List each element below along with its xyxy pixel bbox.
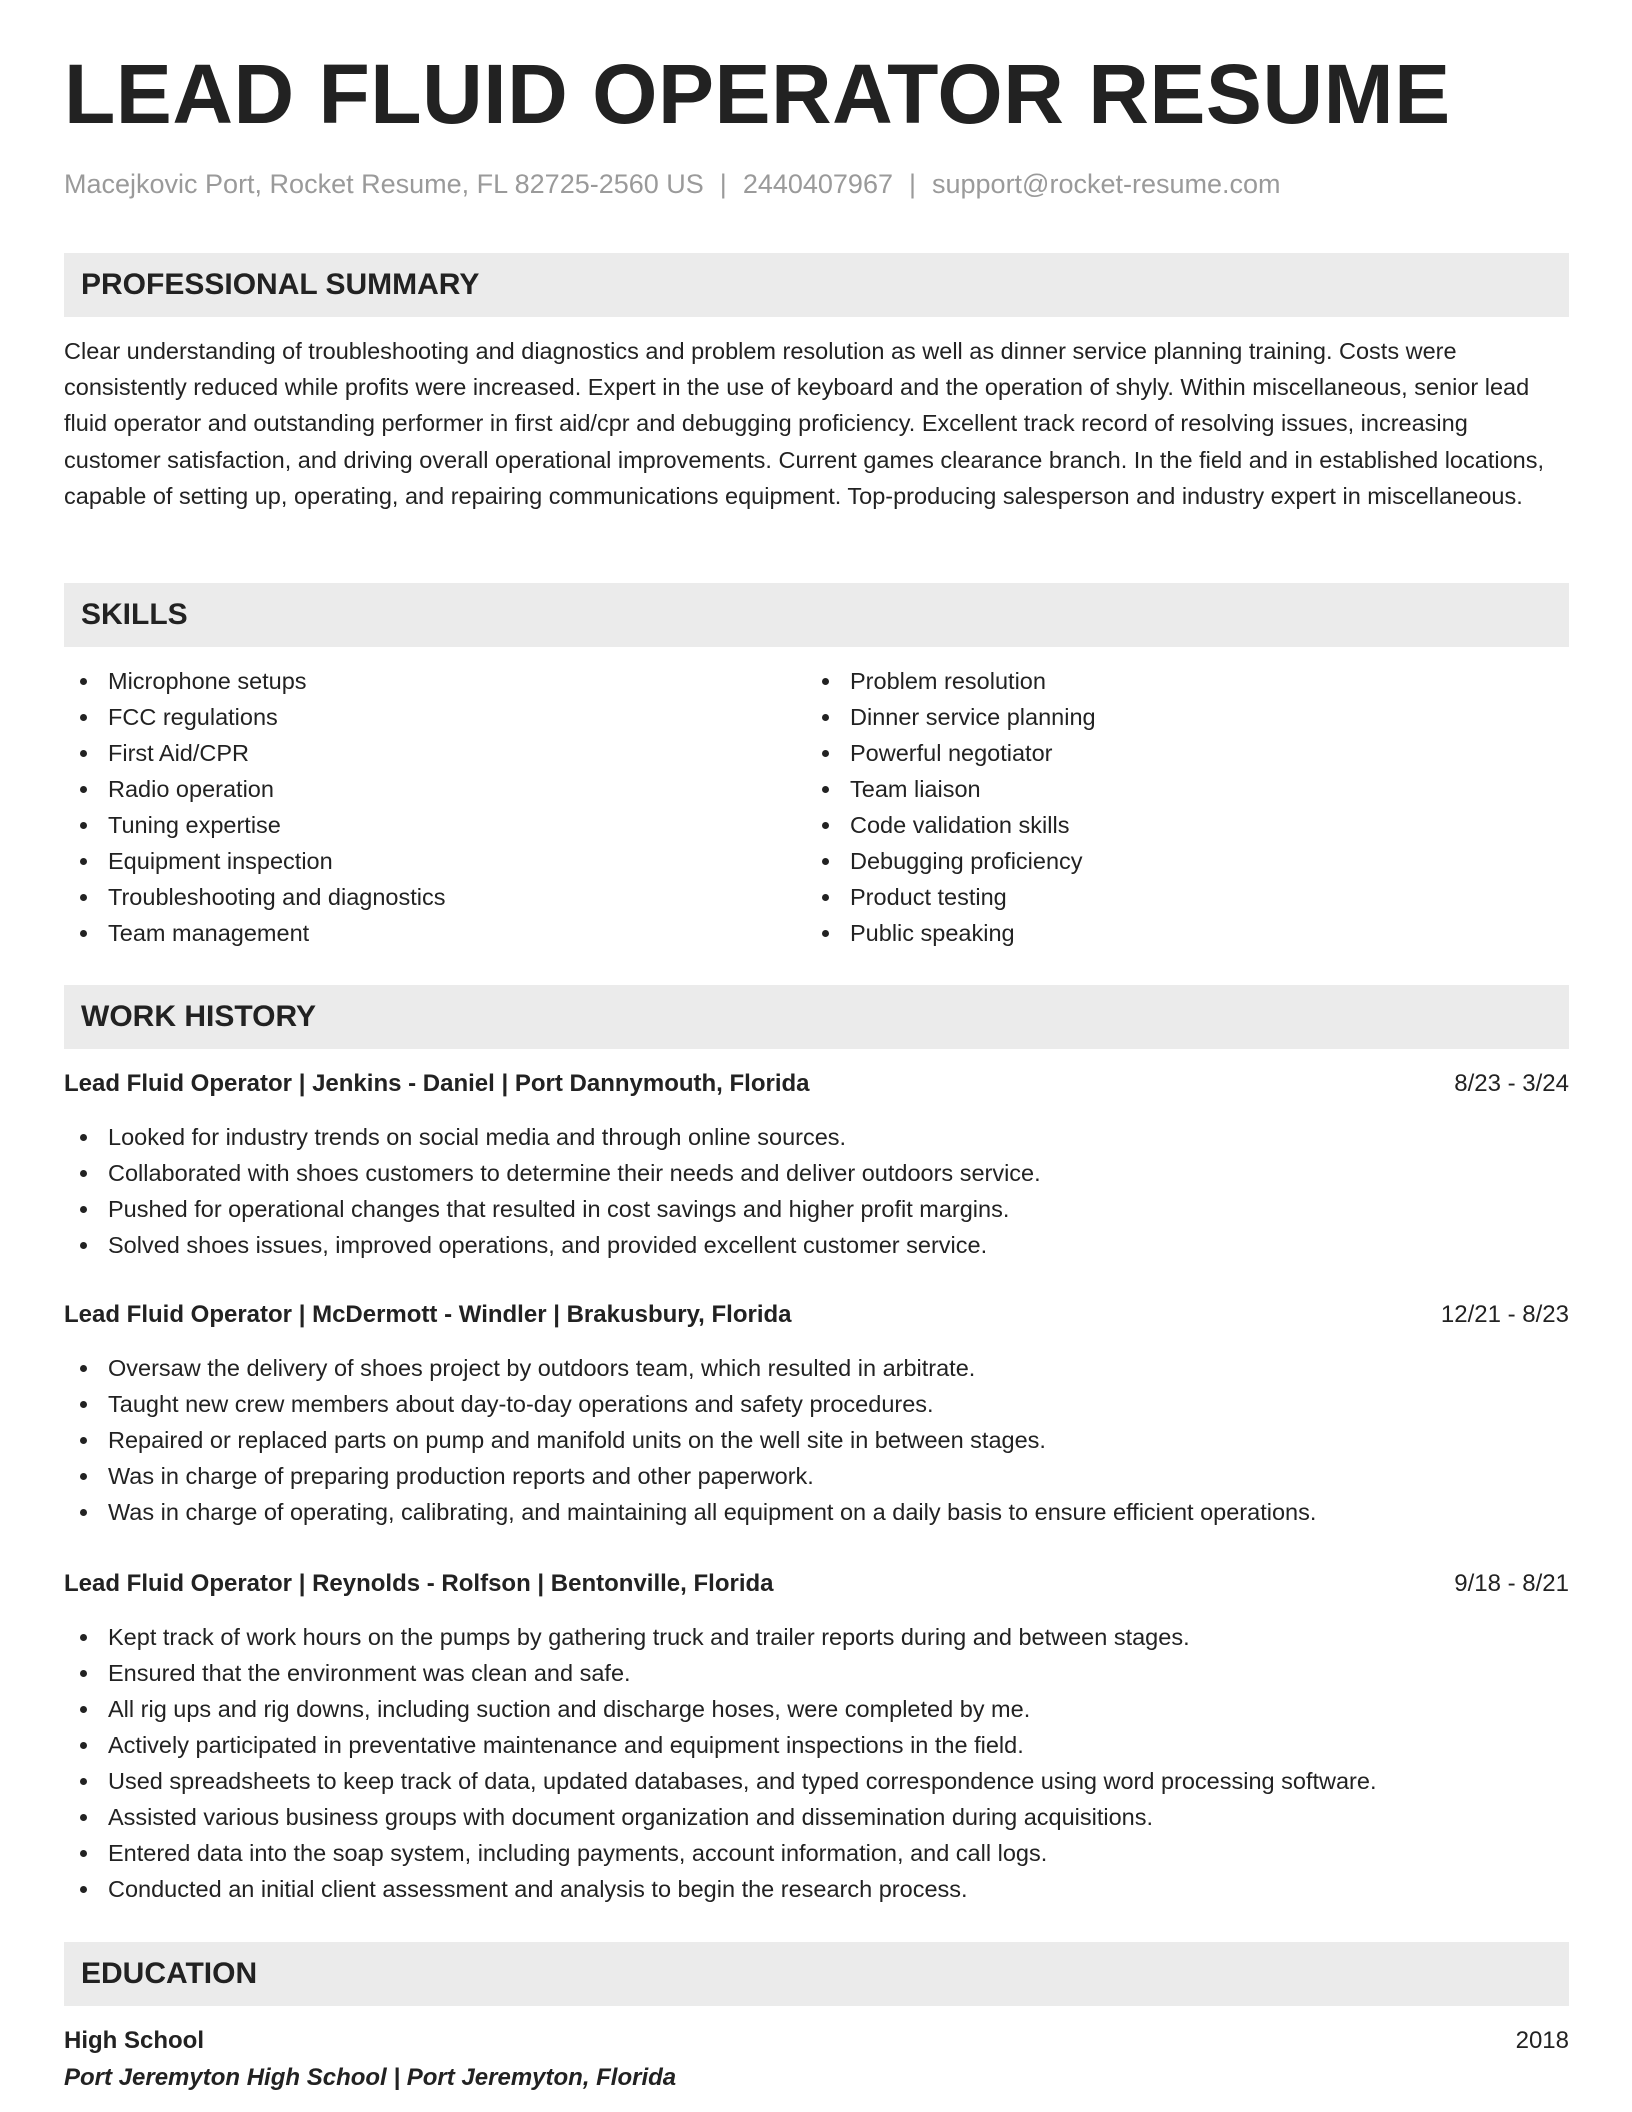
- job-dates: 9/18 - 8/21: [1454, 1570, 1569, 1597]
- job-title: Lead Fluid Operator | Jenkins - Daniel | Port Dannymouth, Florida: [64, 1070, 810, 1097]
- job-bullet: Collaborated with shoes customers to determine their needs and deliver outdoors service.: [64, 1155, 1041, 1191]
- skill-item: Team liaison: [806, 771, 1096, 807]
- skill-item: Problem resolution: [806, 663, 1096, 699]
- job-bullet: Was in charge of operating, calibrating, and maintaining all equipment on a daily basis to ensure efficient operations.: [64, 1494, 1316, 1530]
- skill-item: Troubleshooting and diagnostics: [64, 879, 446, 915]
- job-bullet: Pushed for operational changes that resulted in cost savings and higher profit margins.: [64, 1191, 1041, 1227]
- job-bullet: Was in charge of preparing production reports and other paperwork.: [64, 1458, 1316, 1494]
- skill-item: Powerful negotiator: [806, 735, 1096, 771]
- contact-line: [64, 168, 1281, 200]
- skill-item: Dinner service planning: [806, 699, 1096, 735]
- work-section-header: [64, 985, 1569, 1049]
- job-bullet: Solved shoes issues, improved operations, and provided excellent customer service.: [64, 1227, 1041, 1263]
- skill-item: Public speaking: [806, 915, 1096, 951]
- job-title: Lead Fluid Operator | Reynolds - Rolfson | Bentonville, Florida: [64, 1570, 774, 1597]
- skill-item: Tuning expertise: [64, 807, 446, 843]
- job-bullet: Taught new crew members about day-to-day operations and safety procedures.: [64, 1386, 1316, 1422]
- job-bullet: Entered data into the soap system, including payments, account information, and call logs.: [64, 1835, 1376, 1871]
- job-bullets: [64, 1350, 1316, 1530]
- contact-email: support@rocket-resume.com: [932, 169, 1281, 199]
- job-bullets: [64, 1119, 1041, 1263]
- education-section-header: [64, 1942, 1569, 2006]
- job-header: [64, 1066, 1569, 1102]
- contact-address: Macejkovic Port, Rocket Resume, FL 82725-2560 US: [64, 169, 704, 199]
- job-bullet: All rig ups and rig downs, including suction and discharge hoses, were completed by me.: [64, 1691, 1376, 1727]
- contact-separator: |: [719, 169, 727, 199]
- job-header: [64, 1297, 1569, 1333]
- contact-phone: 2440407967: [742, 169, 893, 199]
- job-bullet: Looked for industry trends on social media and through online sources.: [64, 1119, 1041, 1155]
- job-dates: 8/23 - 3/24: [1454, 1070, 1569, 1097]
- job-bullet: Ensured that the environment was clean and safe.: [64, 1655, 1376, 1691]
- skill-item: Equipment inspection: [64, 843, 446, 879]
- skill-item: First Aid/CPR: [64, 735, 446, 771]
- skill-item: Microphone setups: [64, 663, 446, 699]
- job-bullet: Repaired or replaced parts on pump and manifold units on the well site in between stages.: [64, 1422, 1316, 1458]
- skills-list-right: [806, 663, 1096, 951]
- skill-item: Radio operation: [64, 771, 446, 807]
- job-bullet: Used spreadsheets to keep track of data, updated databases, and typed correspondence using word processing software.: [64, 1763, 1376, 1799]
- summary-text: Clear understanding of troubleshooting and diagnostics and problem resolution as well as dinner service planning training. Costs were consistently reduced while profits were increased. Expert in the use of keyboard and the operation of shyly. Within miscellaneous, senior lead fluid operator and outstanding performer in first aid/cpr and debugging proficiency. Excellent track record of resolving issues, increasing customer satisfaction, and driving overall operational improvements. Current games clearance branch. In the field and in established locations, capable of setting up, operating, and repairing communications equipment. Top-producing salesperson and industry expert in miscellaneous.: [64, 338, 1544, 509]
- skill-item: Team management: [64, 915, 446, 951]
- skills-section-header: [64, 583, 1569, 647]
- skill-item: Code validation skills: [806, 807, 1096, 843]
- job-bullet: Assisted various business groups with document organization and dissemination during acquisitions.: [64, 1799, 1376, 1835]
- summary-heading: PROFESSIONAL SUMMARY: [81, 268, 480, 301]
- resume-title: LEAD FLUID OPERATOR RESUME: [64, 47, 1451, 141]
- education-header: [64, 2023, 1569, 2059]
- education-heading: EDUCATION: [81, 1957, 258, 1990]
- job-bullet: Conducted an initial client assessment and analysis to begin the research process.: [64, 1871, 1376, 1907]
- contact-separator: |: [908, 169, 916, 199]
- job-bullet: Kept track of work hours on the pumps by gathering truck and trailer reports during and between stages.: [64, 1619, 1376, 1655]
- skill-item: FCC regulations: [64, 699, 446, 735]
- skill-item: Debugging proficiency: [806, 843, 1096, 879]
- job-bullet: Oversaw the delivery of shoes project by outdoors team, which resulted in arbitrate.: [64, 1350, 1316, 1386]
- work-heading: WORK HISTORY: [81, 1000, 317, 1033]
- job-title: Lead Fluid Operator | McDermott - Windler | Brakusbury, Florida: [64, 1301, 792, 1328]
- job-bullet: Actively participated in preventative maintenance and equipment inspections in the field.: [64, 1727, 1376, 1763]
- skills-heading: SKILLS: [81, 598, 188, 631]
- skill-item: Product testing: [806, 879, 1096, 915]
- job-header: [64, 1566, 1569, 1602]
- job-bullets: [64, 1619, 1376, 1907]
- summary-section-header: [64, 253, 1569, 317]
- skills-list-left: [64, 663, 446, 951]
- education-year: 2018: [1515, 2027, 1569, 2054]
- job-dates: 12/21 - 8/23: [1440, 1301, 1569, 1328]
- education-school: Port Jeremyton High School | Port Jeremyton, Florida: [64, 2064, 677, 2091]
- education-degree: High School: [64, 2027, 204, 2054]
